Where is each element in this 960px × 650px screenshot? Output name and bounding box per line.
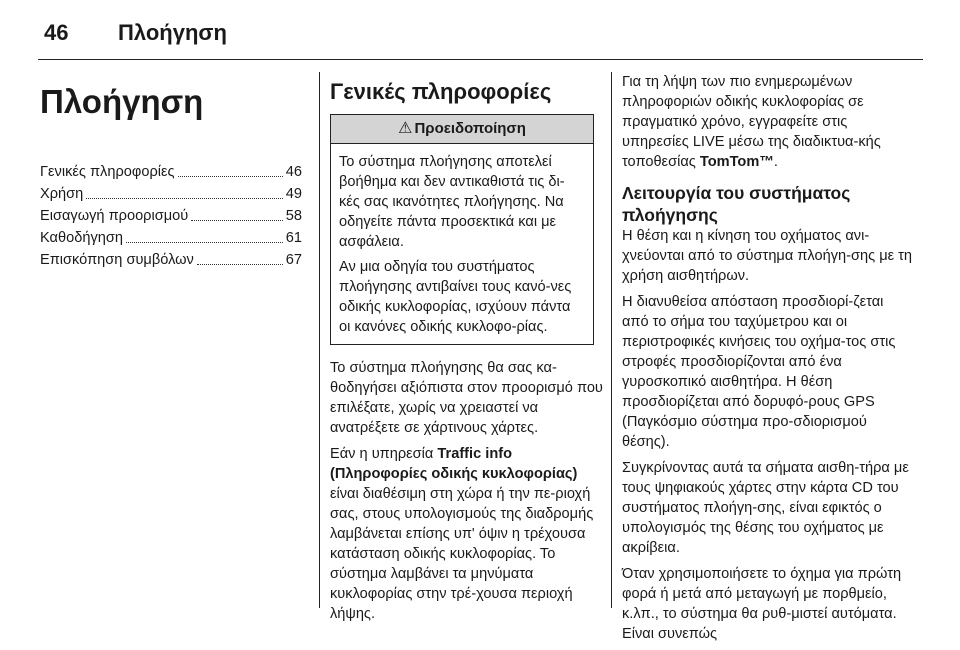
toc-leader-dots — [178, 176, 283, 177]
toc-leader-dots — [197, 264, 283, 265]
tomtom-term: TomTom™ — [699, 154, 774, 170]
subsection-title: Λειτουργία του συστήματος πλοήγησης — [622, 183, 851, 225]
running-header-title: Πλοήγηση — [118, 20, 227, 45]
toc-entry-title: Χρήση — [40, 186, 84, 202]
warning-box — [330, 114, 594, 345]
toc-entry-page: 67 — [285, 252, 302, 268]
toc-entry-title: Γενικές πληροφορίες — [40, 164, 175, 180]
paragraph-text: είναι διαθέσιμη στη χώρα ή την πε-ριοχή σας, στους υπολογισμούς της διαδρομής λαμβάνεται επίσης υπ' όψιν η τρέχουσα κατάσταση οδικής κυκλοφορίας. Το σύστημα λαμβάνει τα μηνύματα κυκλοφορίας στην τρέ-χουσα περιοχή λήψης. — [330, 486, 594, 622]
warning-paragraph: Αν μια οδηγία του συστήματος πλοήγησης αντιβαίνει τους κανό-νες οδικής κυκλοφορίας, ισχύουν πάντα οι κανόνες οδικής κυκλοφο-ρίας. — [339, 259, 572, 335]
toc-entry[interactable] — [40, 182, 302, 204]
warning-label: Προειδοποίηση — [414, 120, 526, 137]
body-paragraph: Όταν χρησιμοποιήσετε το όχημα για πρώτη φορά ή μετά από μεταγωγή με πορθμείο, κ.λπ., το σύστημα θα ρυθ-μιστεί αυτόματα. Είναι συνεπώς — [622, 566, 902, 642]
warning-body — [331, 144, 593, 344]
column-divider-2 — [611, 72, 612, 608]
body-paragraph: Η θέση και η κίνηση του οχήματος ανι-χνεύονται από το σύστημα πλοήγη-σης με τη χρήση αισθητήρων. — [622, 228, 913, 284]
toc-entry[interactable] — [40, 204, 302, 226]
chapter-title: Πλοήγηση — [40, 83, 204, 120]
column-divider-1 — [319, 72, 320, 608]
page-number: 46 — [44, 20, 69, 45]
toc-entry-title: Εισαγωγή προορισμού — [40, 208, 189, 224]
toc-entry-page: 61 — [285, 230, 302, 246]
body-paragraph: Η διανυθείσα απόσταση προσδιορί-ζεται από το σήμα του ταχύμετρου και οι περιστροφικές κινήσεις του οχήμα-τος στις στροφές προσδιορίζονται από ένα γυροσκοπικό αισθητήρα. Η θέση προσδιορίζεται από δορυφό-ρους GPS (Παγκόσμιο σύστημα προ-σδιορισμού θέσης). — [622, 294, 896, 450]
live-services-paragraph — [622, 72, 914, 172]
toc-leader-dots — [86, 198, 282, 199]
header-rule — [38, 59, 923, 60]
section-title: Γενικές πληροφορίες — [330, 79, 552, 104]
warning-paragraph: Το σύστημα πλοήγησης αποτελεί βοήθημα και δεν αντικαθιστά τις δι-κές σας ικανότητες πλοήγησης. Να οδηγείτε πάντα προσεκτικά και με ασφάλεια. — [339, 154, 565, 250]
general-info-column — [330, 72, 604, 630]
toc-entry[interactable] — [40, 226, 302, 248]
toc-entry[interactable] — [40, 248, 302, 270]
warning-header — [331, 115, 593, 144]
toc-leader-dots — [191, 220, 283, 221]
toc-entry-title: Καθοδήγηση — [40, 230, 124, 246]
toc-entry[interactable] — [40, 160, 302, 182]
table-of-contents — [40, 160, 302, 270]
paragraph-text: . — [773, 154, 778, 170]
toc-entry-title: Επισκόπηση συμβόλων — [40, 252, 194, 268]
paragraph-text: Για τη λήψη των πιο ενημερωμένων πληροφοριών οδικής κυκλοφορίας σε πραγματικό χρόνο, εγγραφείτε στις υπηρεσίες LIVE μέσω της διαδικτυα-κής τοποθεσίας — [622, 74, 881, 170]
traffic-info-term: Traffic info (Πληροφορίες οδικής κυκλοφορίας) — [330, 446, 578, 482]
warning-triangle-icon: ⚠ — [398, 120, 413, 137]
toc-entry-page: 49 — [285, 186, 302, 202]
toc-entry-page: 58 — [285, 208, 302, 224]
toc-leader-dots — [126, 242, 283, 243]
traffic-info-paragraph — [330, 444, 604, 624]
paragraph-text: Εάν η υπηρεσία — [330, 446, 434, 462]
toc-entry-page: 46 — [285, 164, 302, 180]
chapter-column — [40, 72, 302, 270]
body-paragraph: Το σύστημα πλοήγησης θα σας κα-θοδηγήσει αξιόπιστα στον προορισμό που επιλέξατε, χωρίς να χρειαστεί να ανατρέξετε σε χάρτινους χάρτες. — [330, 360, 603, 436]
function-column — [622, 72, 914, 650]
body-paragraph: Συγκρίνοντας αυτά τα σήματα αισθη-τήρα με τους ψηφιακούς χάρτες στην κάρτα CD του συστήματος πλοήγη-σης, είναι εφικτός ο υπολογισμός της θέσης του οχήματος με ακρίβεια. — [622, 460, 909, 556]
